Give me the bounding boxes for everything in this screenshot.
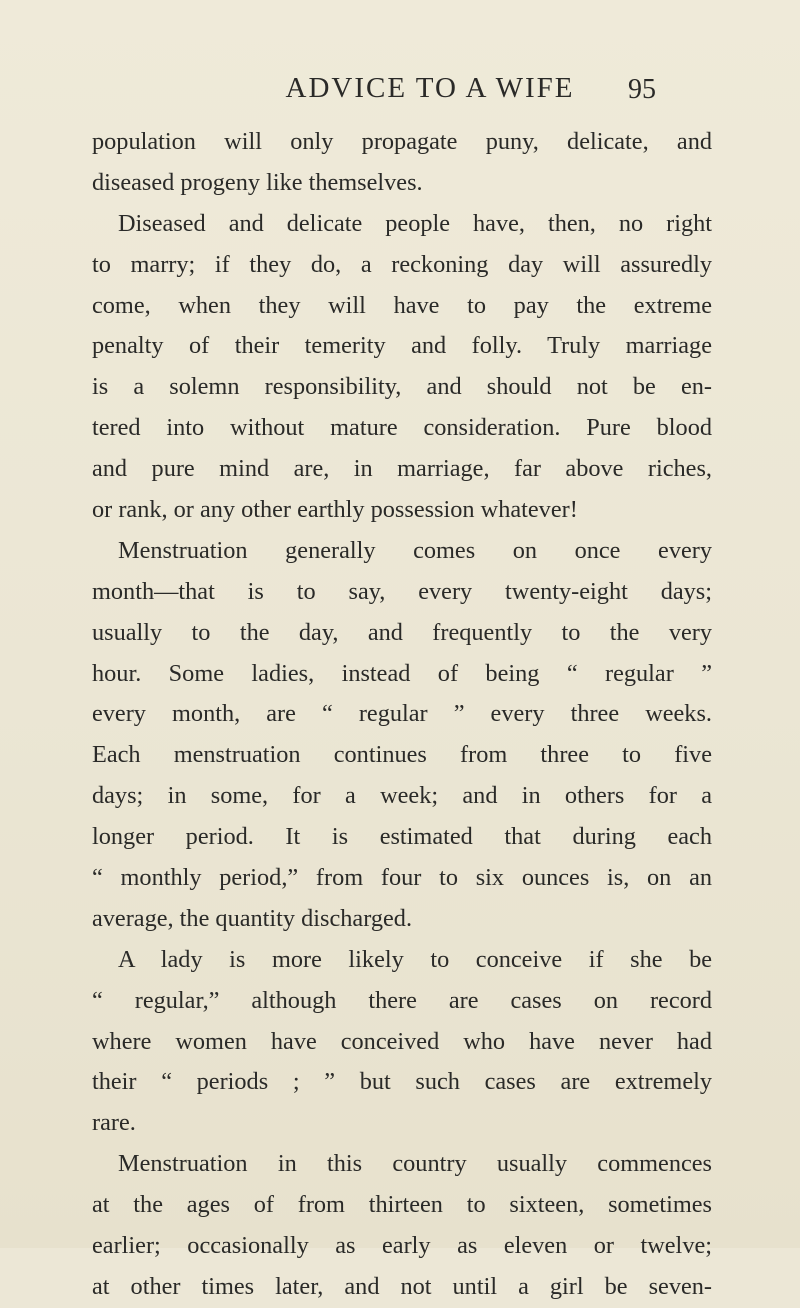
text-line: “ monthly period,” from four to six ounces is, on an [92, 864, 712, 892]
text-line: A lady is more likely to conceive if she be [118, 945, 712, 973]
text-line: month—that is to say, every twenty-eight days; [92, 577, 712, 605]
text-line: usually to the day, and frequently to the very [92, 618, 712, 646]
text-line: and pure mind are, in marriage, far above riches, [92, 455, 712, 483]
text-line: or rank, or any other earthly possession whatever! [92, 496, 578, 524]
text-line: Each menstruation continues from three to five [92, 741, 712, 769]
text-line: days; in some, for a week; and in others for a [92, 782, 712, 810]
text-line: population will only propagate puny, delicate, and [92, 128, 712, 155]
text-line: at the ages of from thirteen to sixteen, sometimes [92, 1191, 712, 1219]
text-line: at other times later, and not until a girl be seven- [92, 1272, 712, 1300]
text-line: every month, are “ regular ” every three weeks. [92, 700, 712, 728]
text-line: “ regular,” although there are cases on record [92, 986, 712, 1014]
text-line: where women have conceived who have never had [92, 1027, 712, 1055]
text-line: to marry; if they do, a reckoning day will assuredly [92, 250, 712, 278]
text-line: penalty of their temerity and folly. Truly marriage [92, 332, 712, 360]
text-line: is a solemn responsibility, and should not be en- [92, 373, 712, 401]
text-line: tered into without mature consideration. Pure blood [92, 414, 712, 442]
text-line: diseased progeny like themselves. [92, 168, 423, 196]
text-line: come, when they will have to pay the extreme [92, 291, 712, 319]
text-line: Diseased and delicate people have, then, no right [118, 209, 712, 237]
text-line: average, the quantity discharged. [92, 904, 413, 932]
page-number: 95 [628, 74, 656, 105]
text-line: hour. Some ladies, instead of being “ regular ” [92, 659, 712, 687]
text-line: Menstruation generally comes on once every [118, 536, 712, 564]
text-line: longer period. It is estimated that during each [92, 823, 712, 851]
body-text [92, 122, 712, 1308]
text-line: their “ periods ; ” but such cases are extremely [92, 1068, 712, 1096]
text-line: earlier; occasionally as early as eleven or twelve; [92, 1232, 712, 1260]
text-line: Menstruation in this country usually commences [118, 1150, 712, 1178]
running-title: ADVICE TO A WIFE [285, 72, 575, 104]
text-line: rare. [92, 1109, 136, 1137]
